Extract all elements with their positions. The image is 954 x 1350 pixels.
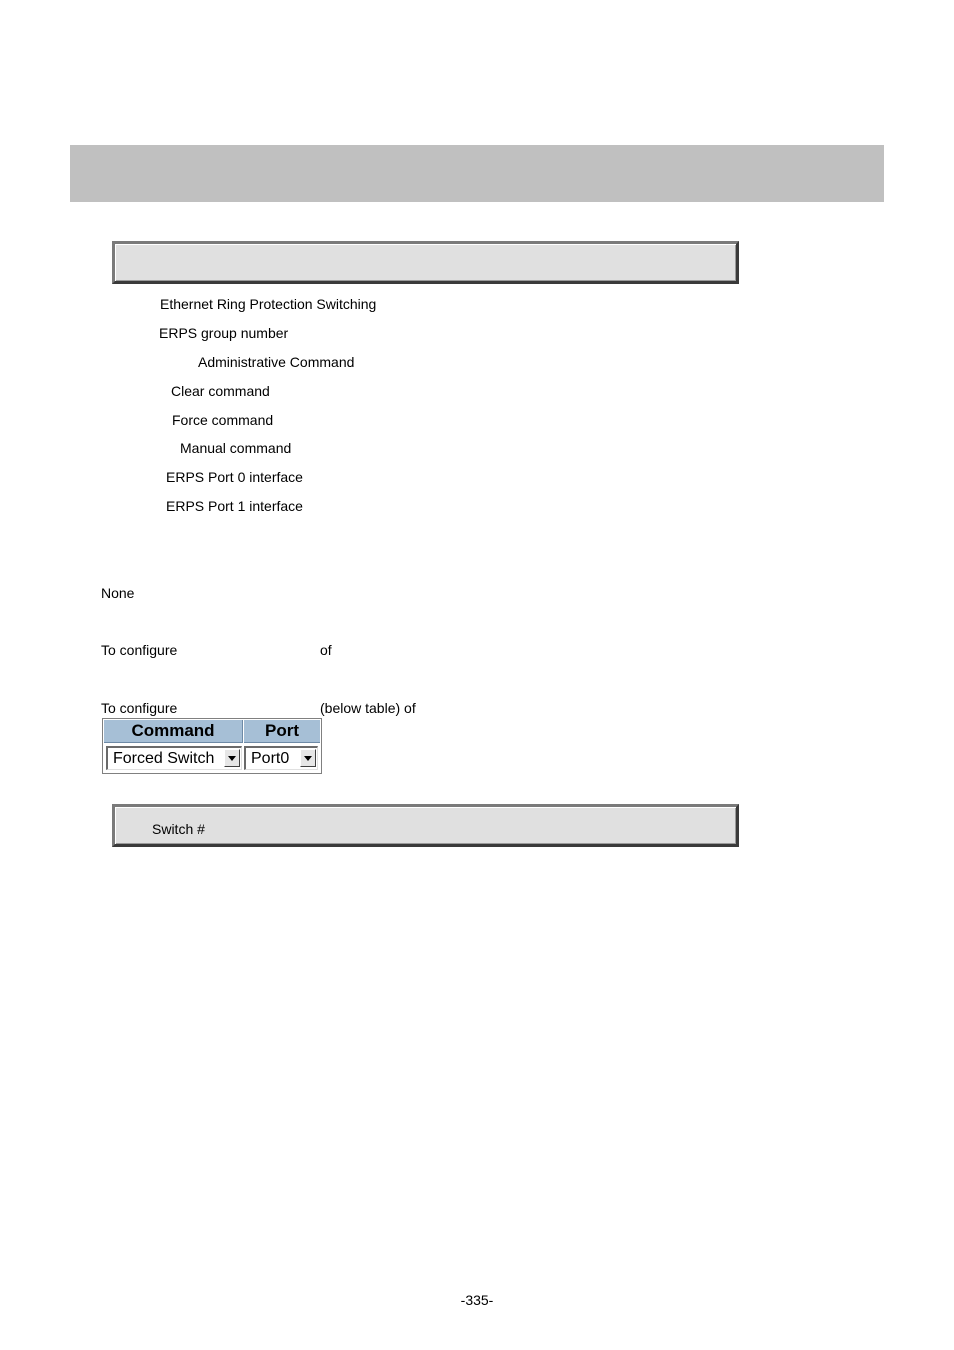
param-group-number: ERPS group number bbox=[159, 325, 289, 341]
param-port1-interface: ERPS Port 1 interface bbox=[166, 498, 303, 514]
section-header-band bbox=[70, 145, 884, 202]
usage-line2-suffix: (below table) of bbox=[320, 700, 416, 716]
default-value: None bbox=[101, 585, 135, 601]
command-select-value: Forced Switch bbox=[113, 750, 215, 767]
param-port0-interface: ERPS Port 0 interface bbox=[166, 469, 303, 485]
param-erps: Ethernet Ring Protection Switching bbox=[160, 296, 377, 312]
usage-line2-prefix: To configure bbox=[101, 700, 178, 716]
page-number: -335- bbox=[460, 1292, 494, 1308]
chevron-down-icon[interactable] bbox=[300, 749, 316, 767]
port-select-value: Port0 bbox=[251, 750, 290, 767]
param-force-command: Force command bbox=[172, 412, 274, 428]
example-prompt: Switch # bbox=[152, 821, 205, 837]
param-admin-command: Administrative Command bbox=[198, 354, 355, 370]
example-command-box bbox=[112, 804, 739, 847]
port-column-header: Port bbox=[244, 720, 320, 743]
port-select[interactable] bbox=[244, 746, 318, 770]
syntax-box bbox=[112, 241, 739, 284]
chevron-down-icon[interactable] bbox=[224, 749, 240, 767]
param-clear-command: Clear command bbox=[171, 383, 270, 399]
param-manual-command: Manual command bbox=[180, 440, 292, 456]
command-select[interactable] bbox=[106, 746, 242, 770]
command-port-table bbox=[102, 718, 322, 774]
usage-line1-prefix: To configure bbox=[101, 642, 178, 658]
usage-line1-suffix: of bbox=[320, 642, 332, 658]
command-column-header: Command bbox=[104, 720, 243, 743]
